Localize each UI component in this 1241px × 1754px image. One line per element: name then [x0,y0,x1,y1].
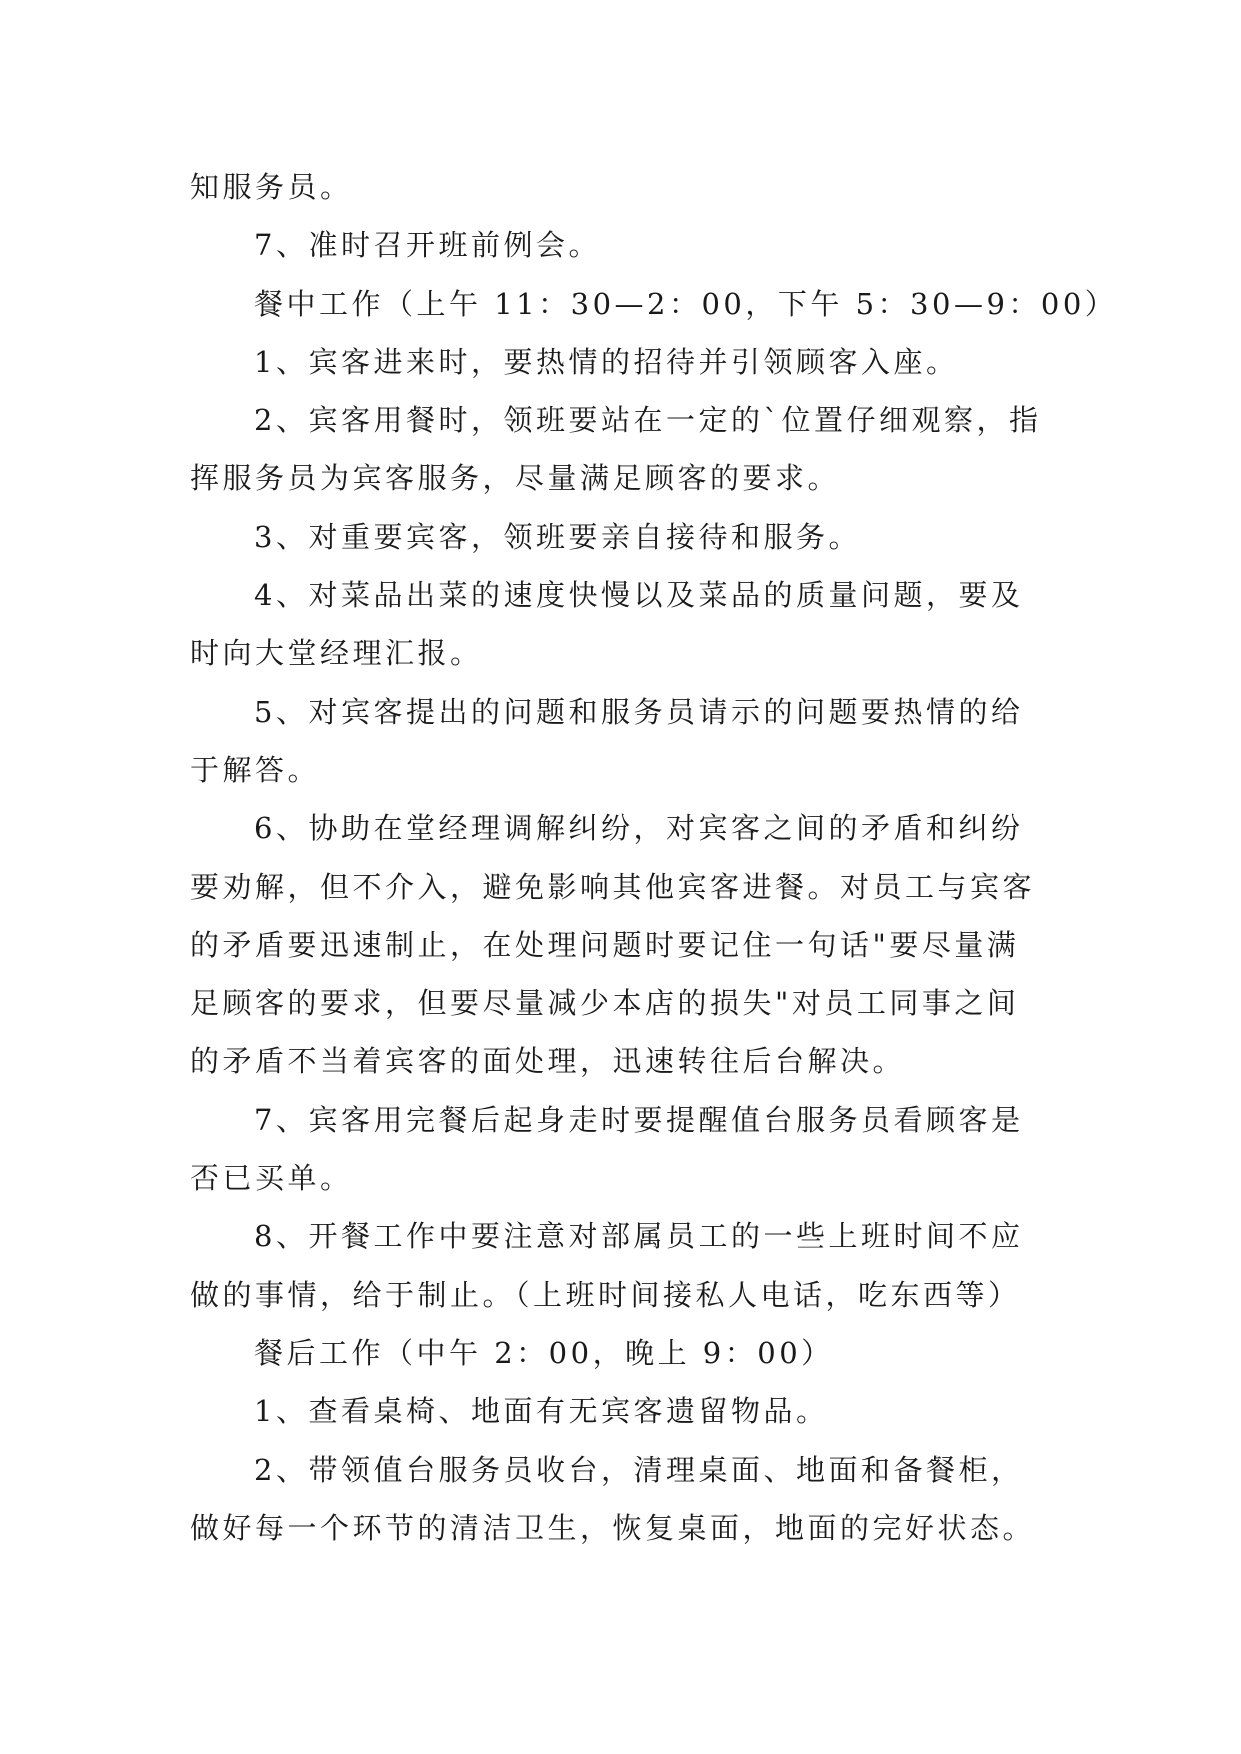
text-line: 否已买单。 [190,1161,353,1196]
text-line: 8、开餐工作中要注意对部属员工的一些上班时间不应 [254,1219,1024,1254]
text-line: 7、宾客用完餐后起身走时要提醒值台服务员看顾客是 [254,1102,1024,1137]
text-line: 1、查看桌椅、地面有无宾客遗留物品。 [254,1394,829,1429]
text-line: 知服务员。 [190,170,353,204]
text-line: 的矛盾不当着宾客的面处理，迅速转往后台解决。 [190,1044,906,1079]
text-line: 6、协助在堂经理调解纠纷，对宾客之间的矛盾和纠纷 [254,811,1024,846]
text-line: 足顾客的要求，但要尽量减少本店的损失"对员工同事之间 [190,986,1020,1021]
text-line: 做的事情，给于制止。（上班时间接私人电话，吃东西等） [190,1277,1021,1312]
text-line: 挥服务员为宾客服务，尽量满足顾客的要求。 [190,461,841,496]
text-line: 3、对重要宾客，领班要亲自接待和服务。 [254,519,861,554]
section-heading: 餐后工作（中午 2：00，晚上 9：00） [254,1335,834,1370]
section-heading: 餐中工作（上午 11：30—2：00，下午 5：30—9：00） [254,286,1118,321]
text-line: 时向大堂经理汇报。 [190,636,483,671]
document-body [190,158,1118,1557]
text-line: 要劝解，但不介入，避免影响其他宾客进餐。对员工与宾客 [190,869,1036,904]
text-line: 2、带领值台服务员收台，清理桌面、地面和备餐柜， [254,1452,1024,1487]
text-line: 5、对宾客提出的问题和服务员请示的问题要热情的给 [254,694,1024,729]
text-line: 于解答。 [190,752,321,787]
text-line: 做好每一个环节的清洁卫生，恢复桌面，地面的完好状态。 [190,1510,1036,1545]
text-line: 的矛盾要迅速制止，在处理问题时要记住一句话"要尽量满 [190,927,1020,962]
text-line: 2、宾客用餐时，领班要站在一定的`位置仔细观察，指 [254,403,1042,438]
text-line: 7、准时召开班前例会。 [254,228,601,263]
text-line: 1、宾客进来时，要热情的招待并引领顾客入座。 [254,344,959,379]
text-line: 4、对菜品出菜的速度快慢以及菜品的质量问题，要及 [254,578,1024,613]
